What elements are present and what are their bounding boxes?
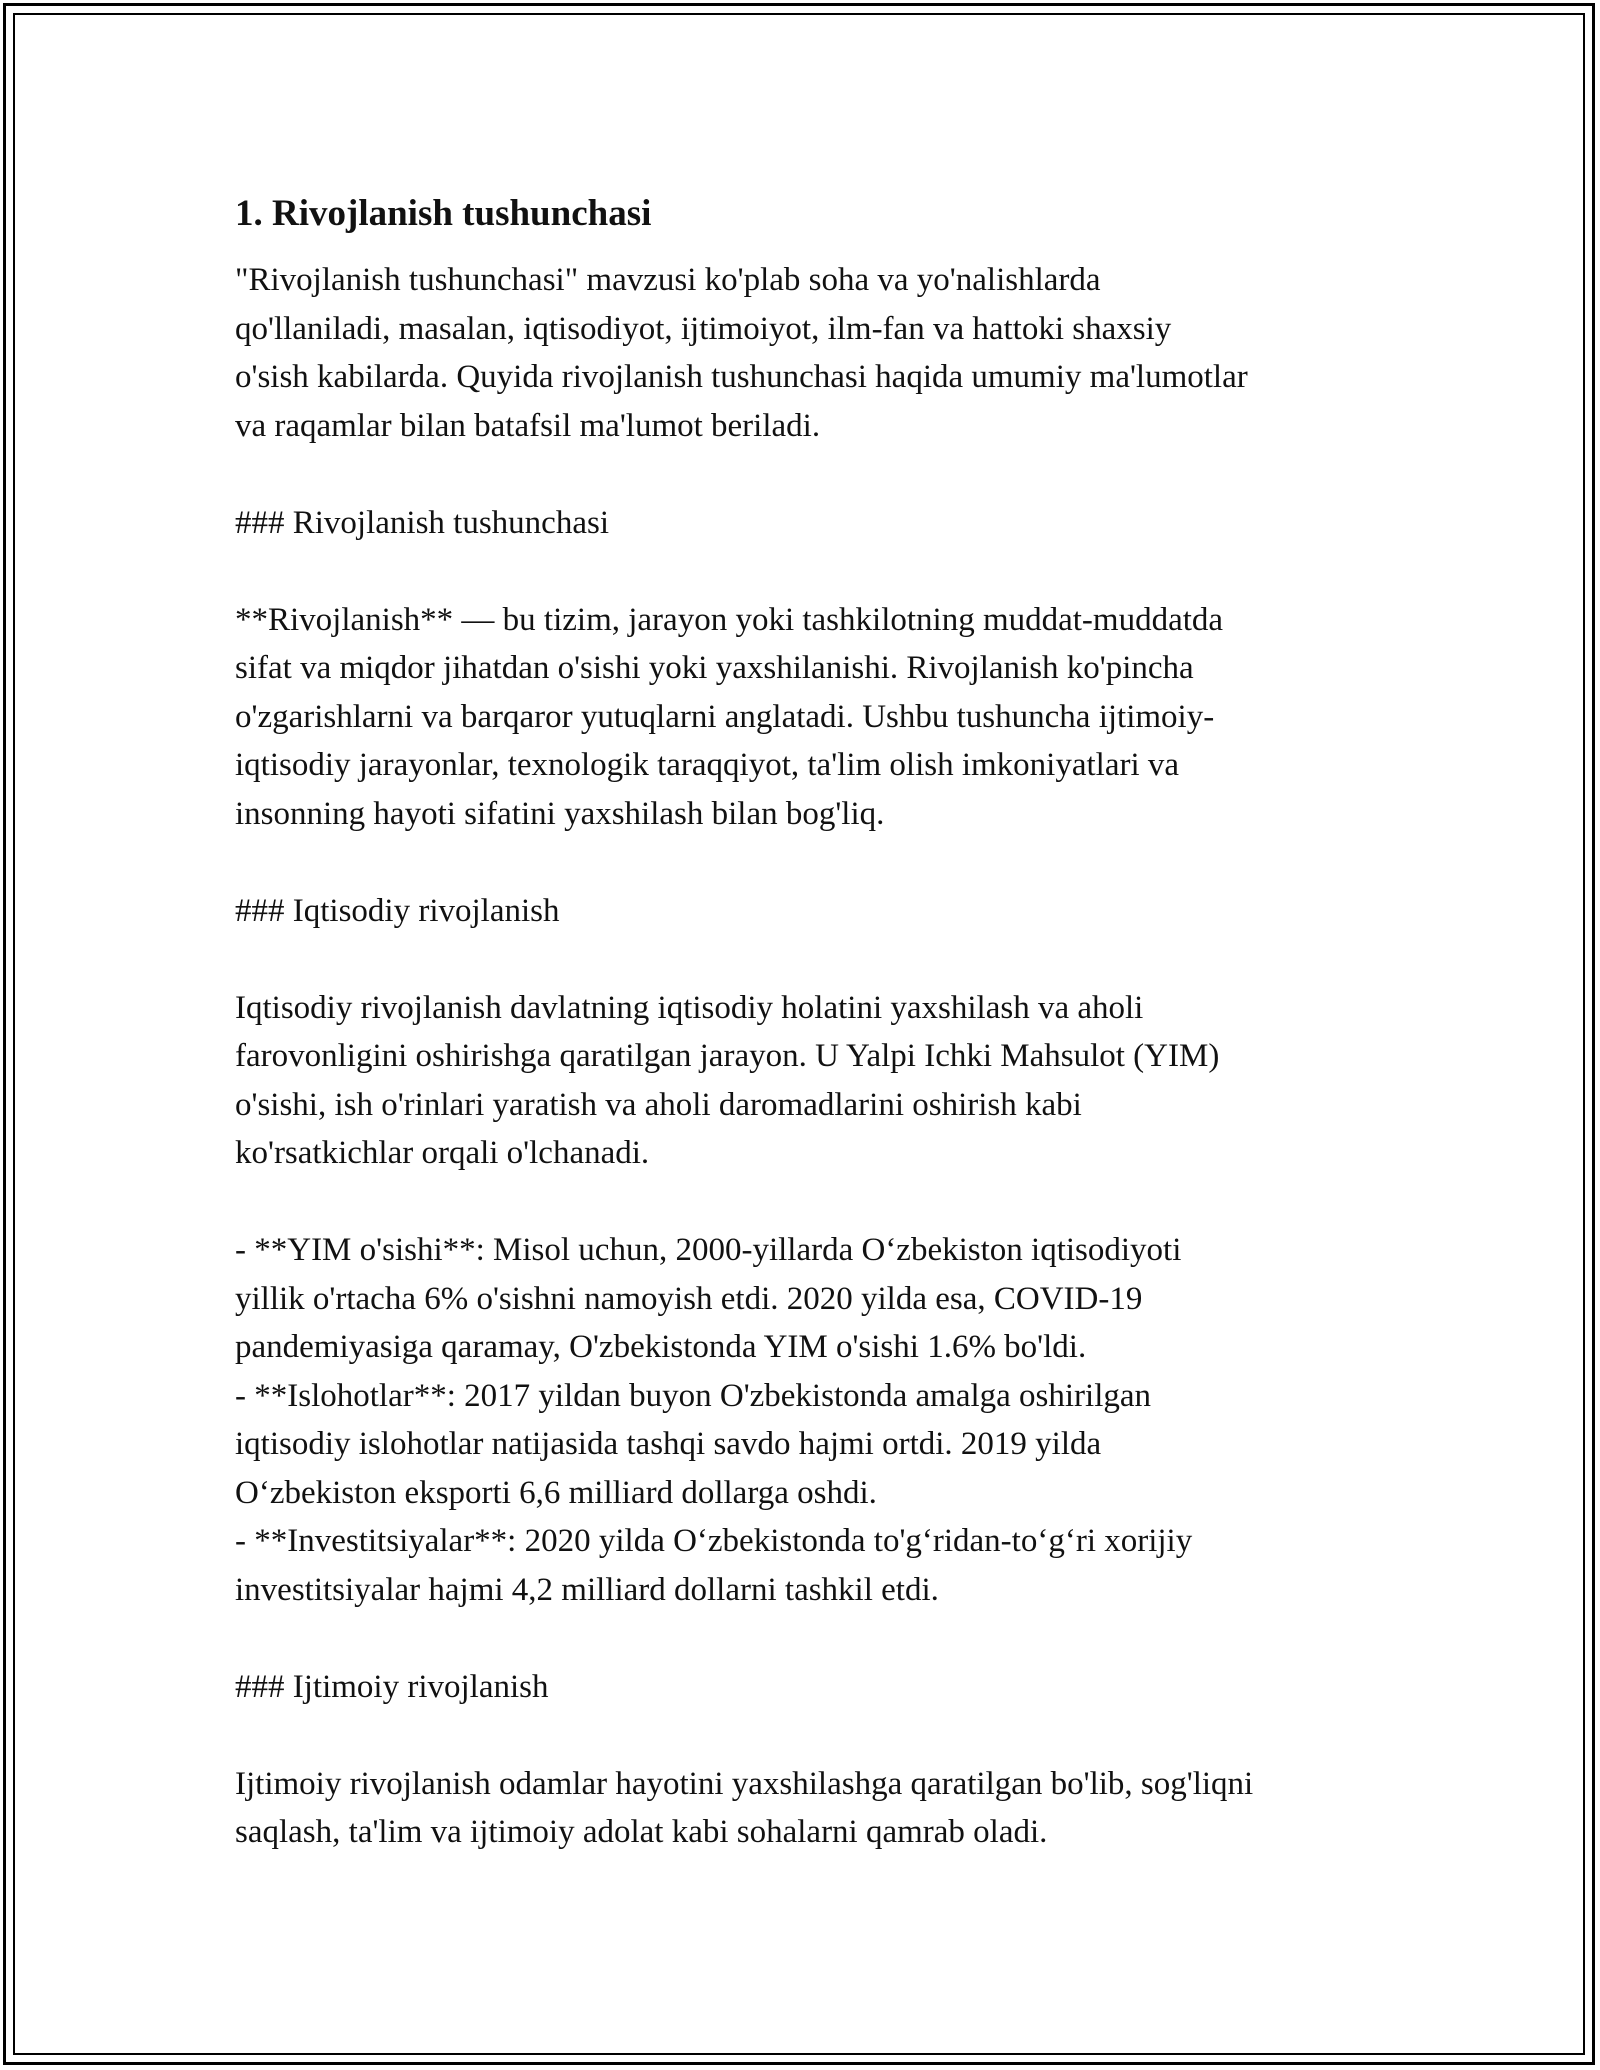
paragraph-gap bbox=[235, 450, 1375, 499]
text-line: Iqtisodiy rivojlanish davlatning iqtisodiy holatini yaxshilash va aholi bbox=[235, 989, 1144, 1026]
paragraph bbox=[235, 256, 1375, 450]
text-line: saqlash, ta'lim va ijtimoiy adolat kabi sohalarni qamrab oladi. bbox=[235, 1814, 1048, 1850]
paragraph-gap bbox=[235, 1614, 1375, 1663]
text-line: yillik o'rtacha 6% o'sishni namoyish etdi. 2020 yilda esa, COVID-19 bbox=[235, 1280, 1143, 1317]
text-line: sifat va miqdor jihatdan o'sishi yoki yaxshilanishi. Rivojlanish ko'pincha bbox=[235, 650, 1194, 686]
text-line: - **Investitsiyalar**: 2020 yilda O‘zbekistonda to'g‘ridan-to‘g‘ri xorijiy bbox=[235, 1523, 1193, 1559]
paragraph-gap bbox=[235, 1178, 1375, 1227]
paragraph-gap bbox=[235, 935, 1375, 984]
paragraph-gap bbox=[235, 1711, 1375, 1760]
paragraph bbox=[235, 1760, 1375, 1857]
text-line: ko'rsatkichlar orqali o'lchanadi. bbox=[235, 1135, 650, 1171]
text-line: o'zgarishlarni va barqaror yutuqlarni anglatadi. Ushbu tushuncha ijtimoiy- bbox=[235, 698, 1215, 735]
text-line: Ijtimoiy rivojlanish odamlar hayotini yaxshilashga qaratilgan bo'lib, sog'liqni bbox=[235, 1765, 1254, 1802]
text-line: insonning hayoti sifatini yaxshilash bilan bog'liq. bbox=[235, 795, 885, 832]
section-heading: 1. Rivojlanish tushunchasi bbox=[235, 193, 652, 234]
paragraph bbox=[235, 887, 1375, 936]
text-line: ### Iqtisodiy rivojlanish bbox=[235, 892, 560, 929]
text-line: ### Rivojlanish tushunchasi bbox=[235, 504, 609, 541]
document-blocks bbox=[235, 256, 1375, 1857]
text-line: O‘zbekiston eksporti 6,6 milliard dollarga oshdi. bbox=[235, 1474, 877, 1511]
text-line: "Rivojlanish tushunchasi" mavzusi ko'plab soha va yo'nalishlarda bbox=[235, 262, 1101, 298]
text-line: - **Islohotlar**: 2017 yildan buyon O'zbekistonda amalga oshirilgan bbox=[235, 1377, 1152, 1414]
paragraph bbox=[235, 984, 1375, 1178]
text-line: qo'llaniladi, masalan, iqtisodiyot, ijtimoiyot, ilm-fan va hattoki shaxsiy bbox=[235, 310, 1172, 347]
paragraph bbox=[235, 499, 1375, 548]
paragraph-gap bbox=[235, 547, 1375, 596]
text-line: ### Ijtimoiy rivojlanish bbox=[235, 1668, 549, 1705]
text-line: pandemiyasiga qaramay, O'zbekistonda YIM o'sishi 1.6% bo'ldi. bbox=[235, 1329, 1087, 1365]
document-body bbox=[235, 186, 1375, 1857]
paragraph bbox=[235, 596, 1375, 839]
paragraph-gap bbox=[235, 838, 1375, 887]
paragraph bbox=[235, 1226, 1375, 1614]
text-line: va raqamlar bilan batafsil ma'lumot beriladi. bbox=[235, 407, 821, 444]
text-line: farovonligini oshirishga qaratilgan jarayon. U Yalpi Ichki Mahsulot (YIM) bbox=[235, 1038, 1220, 1074]
text-line: iqtisodiy islohotlar natijasida tashqi savdo hajmi ortdi. 2019 yilda bbox=[235, 1426, 1102, 1462]
text-line: o'sishi, ish o'rinlari yaratish va aholi daromadlarini oshirish kabi bbox=[235, 1086, 1082, 1123]
paragraph bbox=[235, 1663, 1375, 1712]
text-line: iqtisodiy jarayonlar, texnologik taraqqiyot, ta'lim olish imkoniyatlari va bbox=[235, 747, 1180, 783]
text-line: **Rivojlanish** — bu tizim, jarayon yoki tashkilotning muddat-muddatda bbox=[235, 601, 1224, 638]
text-line: - **YIM o'sishi**: Misol uchun, 2000-yillarda O‘zbekiston iqtisodiyoti bbox=[235, 1232, 1182, 1268]
text-line: o'sish kabilarda. Quyida rivojlanish tushunchasi haqida umumiy ma'lumotlar bbox=[235, 359, 1248, 395]
text-line: investitsiyalar hajmi 4,2 milliard dollarni tashkil etdi. bbox=[235, 1571, 939, 1608]
